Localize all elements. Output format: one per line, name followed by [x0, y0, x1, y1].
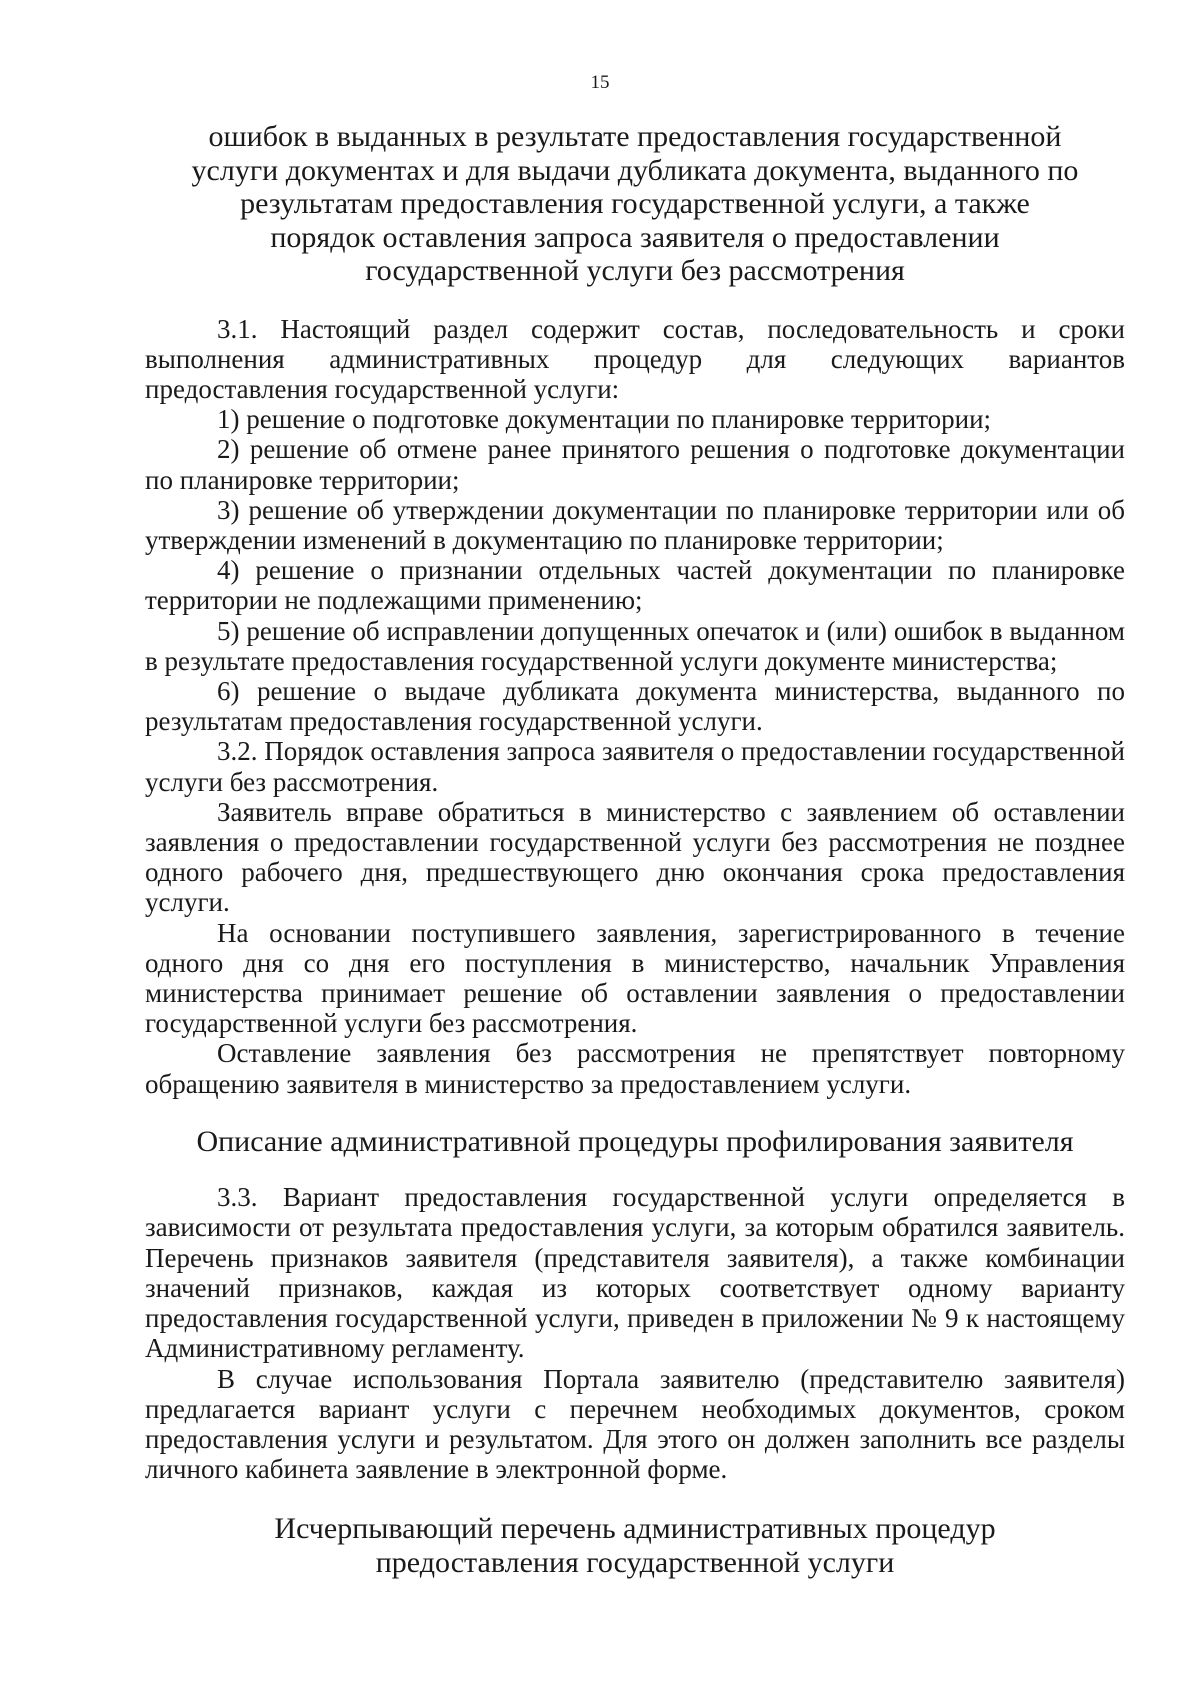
heading-line: Исчерпывающий перечень административных процедур [274, 1512, 996, 1546]
list-item-2: 2) решение об отмене ранее принятого решения о подготовке документации по планировке территории; [145, 434, 1125, 495]
heading-line: услуги документах и для выдачи дубликата документа, выданного по [191, 153, 1079, 187]
paragraph-3-1: 3.1. Настоящий раздел содержит состав, последовательность и сроки выполнения административных процедур для следующих вариантов предоставления государственной услуги: [145, 313, 1125, 404]
section-heading-top [145, 120, 1125, 288]
section-body-1 [145, 314, 1125, 1099]
paragraph-3-3: 3.3. Вариант предоставления государственной услуги определяется в зависимости от результата предоставления услуги, за которым обратился заявитель. Перечень признаков заявителя (представителя заявителя), а также комбинации значений признаков, каждая из которых соответствует одному варианту предоставления государственной услуги, приведен в приложении № 9 к настоящему Административному регламенту. [145, 1182, 1125, 1364]
paragraph: Заявитель вправе обратиться в министерство с заявлением об оставлении заявления о предоставлении государственной услуги без рассмотрения не позднее одного рабочего дня, предшествующего дню окончания срока предоставления услуги. [145, 796, 1125, 918]
heading-line: предоставления государственной услуги [375, 1545, 895, 1579]
page-number: 15 [590, 72, 610, 93]
heading-line: ошибок в выданных в результате предоставления государственной [208, 120, 1062, 153]
heading-line: порядок оставления запроса заявителя о предоставлении [270, 220, 1000, 254]
paragraph-3-2: 3.2. Порядок оставления запроса заявителя о предоставлении государственной услуги без рассмотрения. [145, 736, 1125, 797]
paragraph: В случае использования Портала заявителю (представителю заявителя) предлагается вариант услуги с перечнем необходимых документов, сроком предоставления услуги и результатом. Для этого он должен заполнить все разделы личного кабинета заявление в электронной форме. [145, 1363, 1125, 1485]
list-item-5: 5) решение об исправлении допущенных опечаток и (или) ошибок в выданном в результате предоставления государственной услуги документе министерства; [145, 615, 1125, 676]
heading-line: государственной услуги без рассмотрения [365, 254, 905, 287]
heading-line: результатам предоставления государственной услуги, а также [240, 187, 1030, 220]
paragraph: Оставление заявления без рассмотрения не препятствует повторному обращению заявителя в министерство за предоставлением услуги. [145, 1038, 1125, 1099]
document-content [145, 120, 1125, 1579]
list-item-4: 4) решение о признании отдельных частей документации по планировке территории не подлежащими применению; [145, 555, 1125, 616]
section-heading-profiling: Описание административной процедуры профилирования заявителя [196, 1124, 1074, 1158]
list-item-3: 3) решение об утверждении документации по планировке территории или об утверждении изменений в документацию по планировке территории; [145, 494, 1125, 555]
list-item-1: 1) решение о подготовке документации по планировке территории; [217, 404, 992, 435]
paragraph: На основании поступившего заявления, зарегистрированного в течение одного дня со дня его поступления в министерство, начальник Управления министерства принимает решение об оставлении заявления о предоставлении государственной услуги без рассмотрения. [145, 917, 1125, 1039]
section-heading-procedures-list [145, 1512, 1125, 1579]
list-item-6: 6) решение о выдаче дубликата документа министерства, выданного по результатам предоставления государственной услуги. [145, 675, 1125, 737]
section-body-2 [145, 1182, 1125, 1484]
